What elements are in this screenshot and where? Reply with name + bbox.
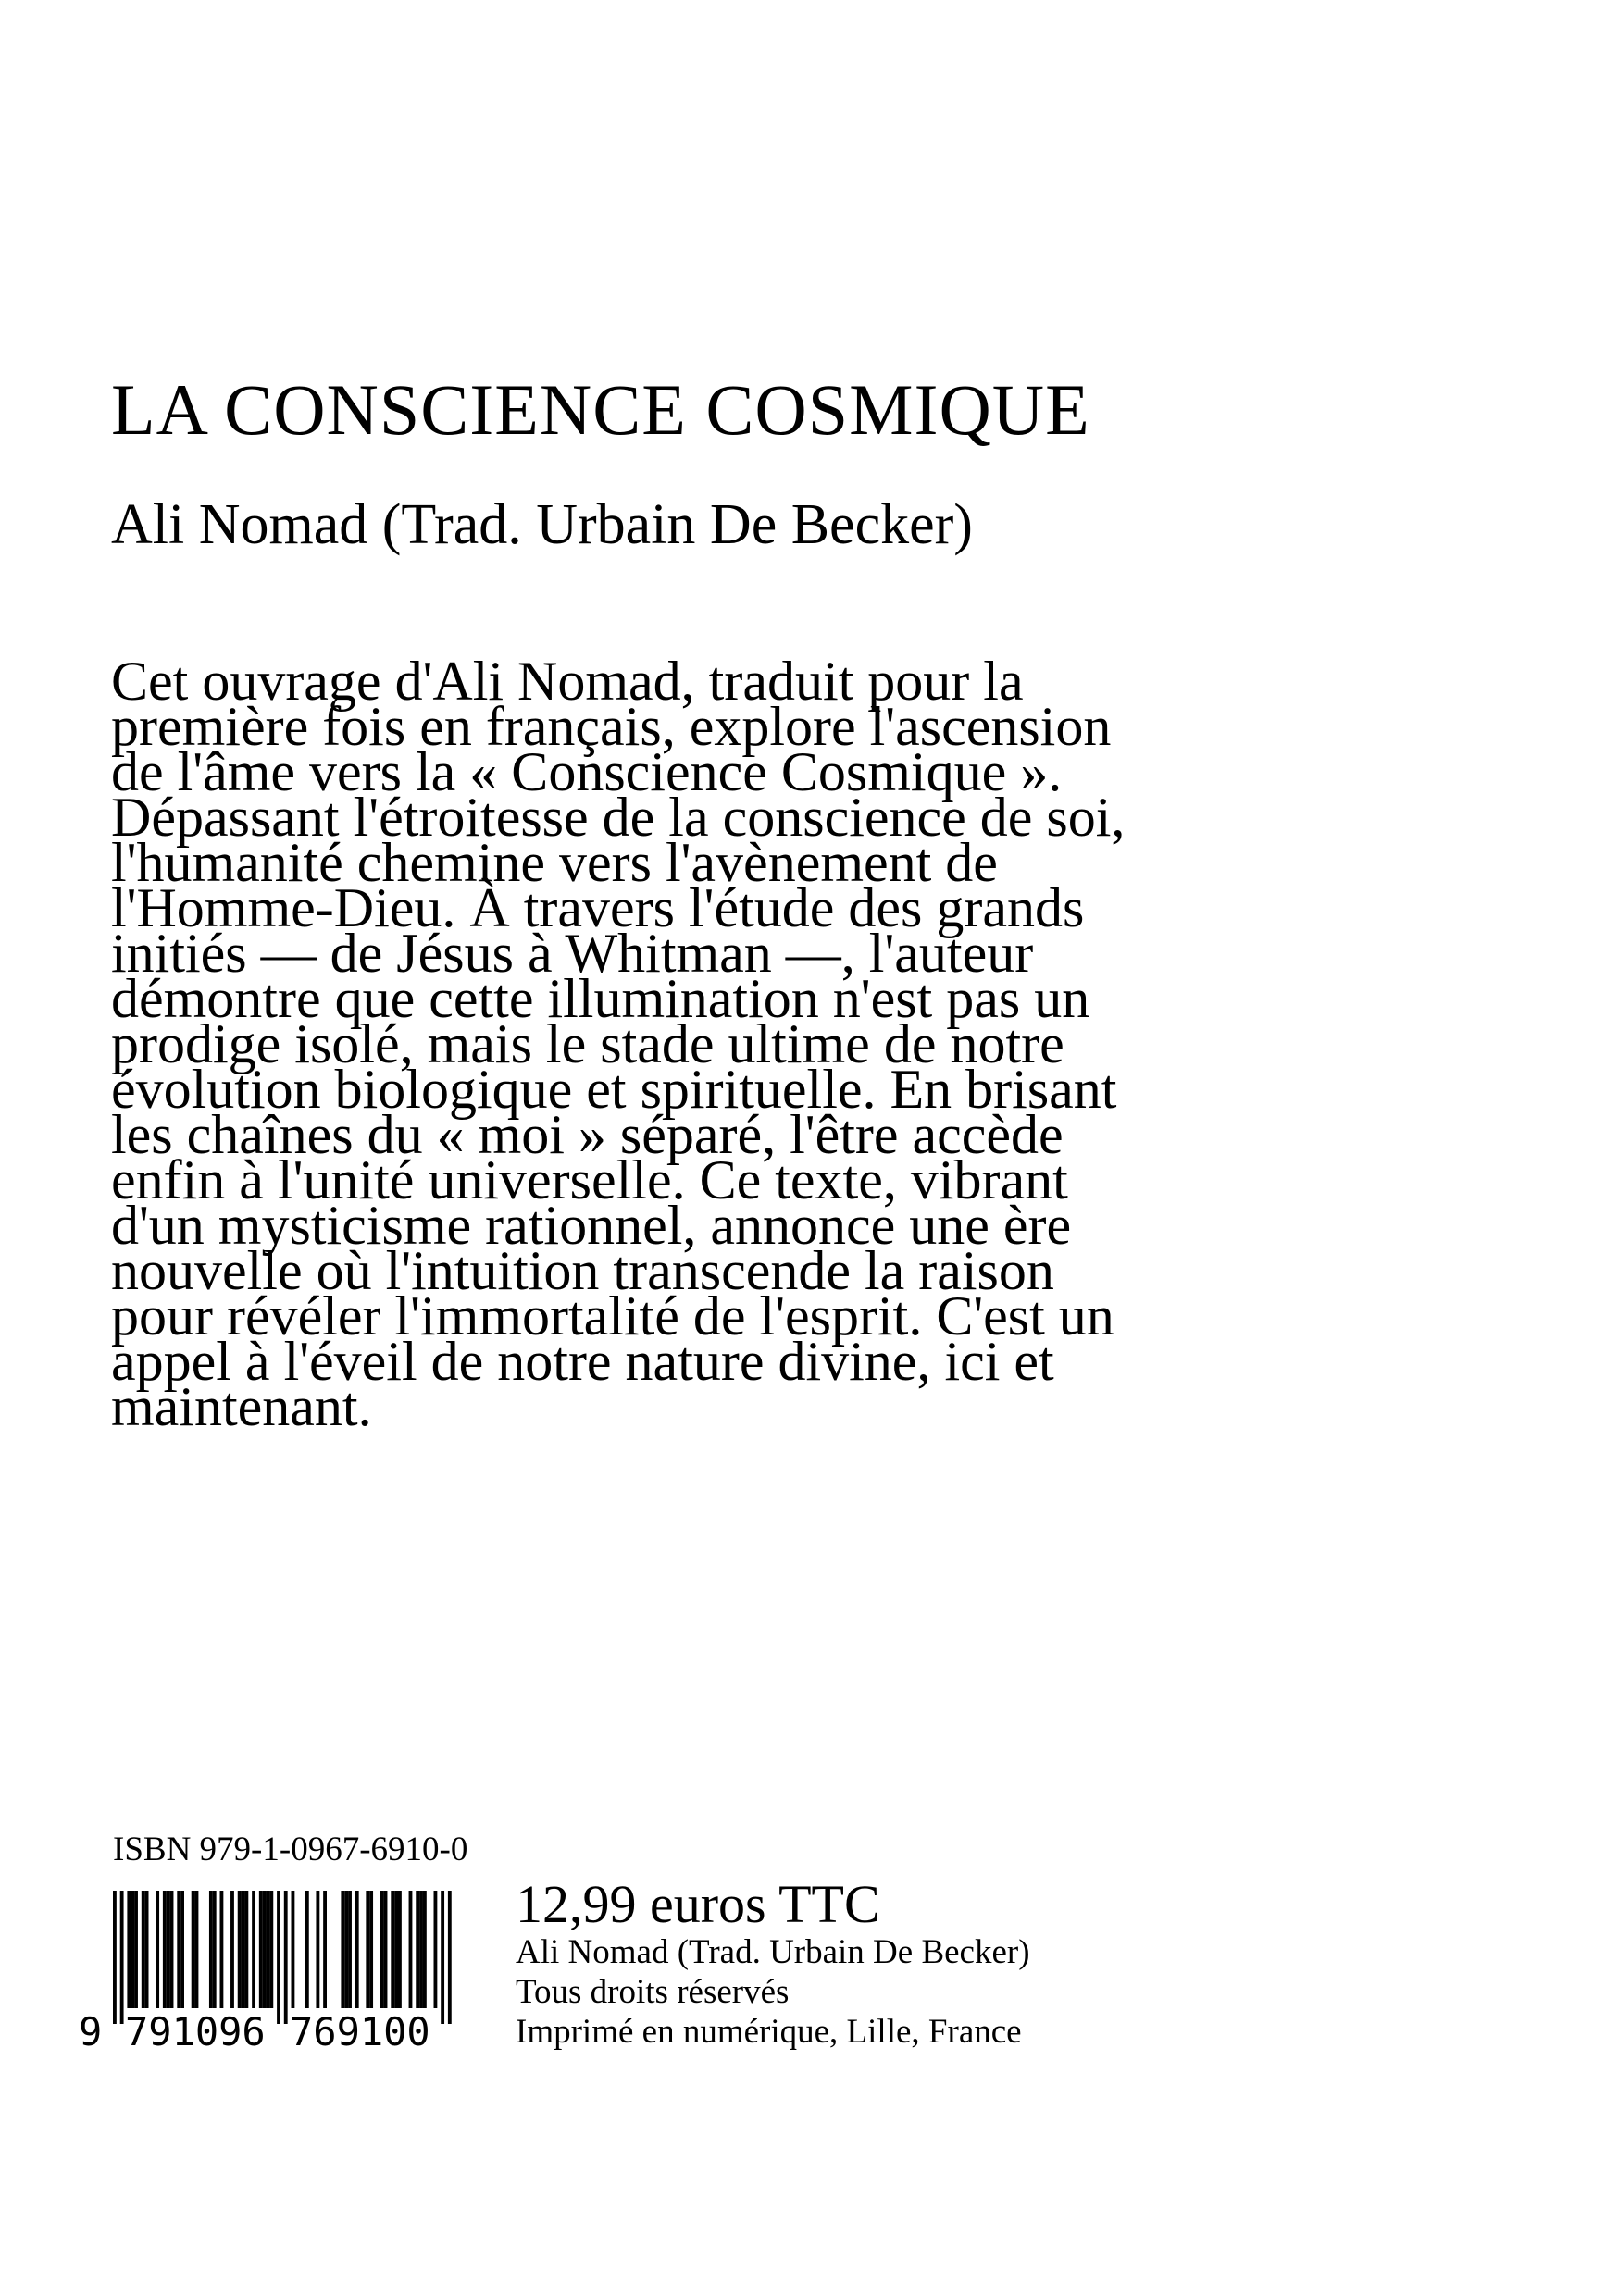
description-line: évolution biologique et spirituelle. En brisant bbox=[111, 1059, 1117, 1120]
description-line: l'humanité chemine vers l'avènement de bbox=[111, 832, 998, 893]
description-line: maintenant. bbox=[111, 1376, 372, 1437]
description-line: prodige isolé, mais le stade ultime de notre bbox=[111, 1013, 1064, 1074]
description-line: de l'âme vers la « Conscience Cosmique ». bbox=[111, 741, 1063, 802]
ean13-barcode-svg bbox=[113, 1891, 452, 2024]
description-line: démontre que cette illumination n'est pas un bbox=[111, 968, 1090, 1029]
description-line: Dépassant l'étroitesse de la conscience de soi, bbox=[111, 787, 1126, 848]
barcode-digits-group1: 791096 bbox=[125, 2009, 266, 2054]
ean13-barcode bbox=[79, 1891, 477, 2053]
description-line: enfin à l'unité universelle. Ce texte, vibrant bbox=[111, 1149, 1068, 1210]
imprint-block bbox=[516, 1874, 1030, 2052]
description-line: l'Homme-Dieu. À travers l'étude des grands bbox=[111, 877, 1085, 938]
description-line: Cet ouvrage d'Ali Nomad, traduit pour la bbox=[111, 651, 1024, 712]
isbn-label: ISBN 979-1-0967-6910-0 bbox=[113, 1831, 468, 1868]
description-line: première fois en français, explore l'ascension bbox=[111, 696, 1112, 757]
price: 12,99 euros TTC bbox=[516, 1874, 880, 1934]
book-description bbox=[111, 651, 1222, 1437]
barcode-digits-group2: 769100 bbox=[290, 2009, 430, 2054]
description-line: pour révéler l'immortalité de l'esprit. C'est un bbox=[111, 1285, 1114, 1347]
imprint-credit: Ali Nomad (Trad. Urbain De Becker) bbox=[516, 1933, 1030, 1971]
description-line: nouvelle où l'intuition transcende la raison bbox=[111, 1240, 1054, 1301]
description-line: les chaînes du « moi » séparé, l'être accède bbox=[111, 1104, 1064, 1165]
description-line: appel à l'éveil de notre nature divine, ici et bbox=[111, 1331, 1054, 1392]
book-author: Ali Nomad (Trad. Urbain De Becker) bbox=[111, 493, 973, 556]
imprint-rights: Tous droits réservés bbox=[516, 1973, 790, 2011]
book-title: LA CONSCIENCE COSMIQUE bbox=[111, 369, 1090, 450]
imprint-printed: Imprimé en numérique, Lille, France bbox=[516, 2013, 1022, 2051]
barcode-digit-leading: 9 bbox=[79, 2009, 103, 2054]
description-line: initiés — de Jésus à Whitman —, l'auteur bbox=[111, 923, 1034, 984]
description-line: d'un mysticisme rationnel, annonce une ère bbox=[111, 1195, 1072, 1256]
